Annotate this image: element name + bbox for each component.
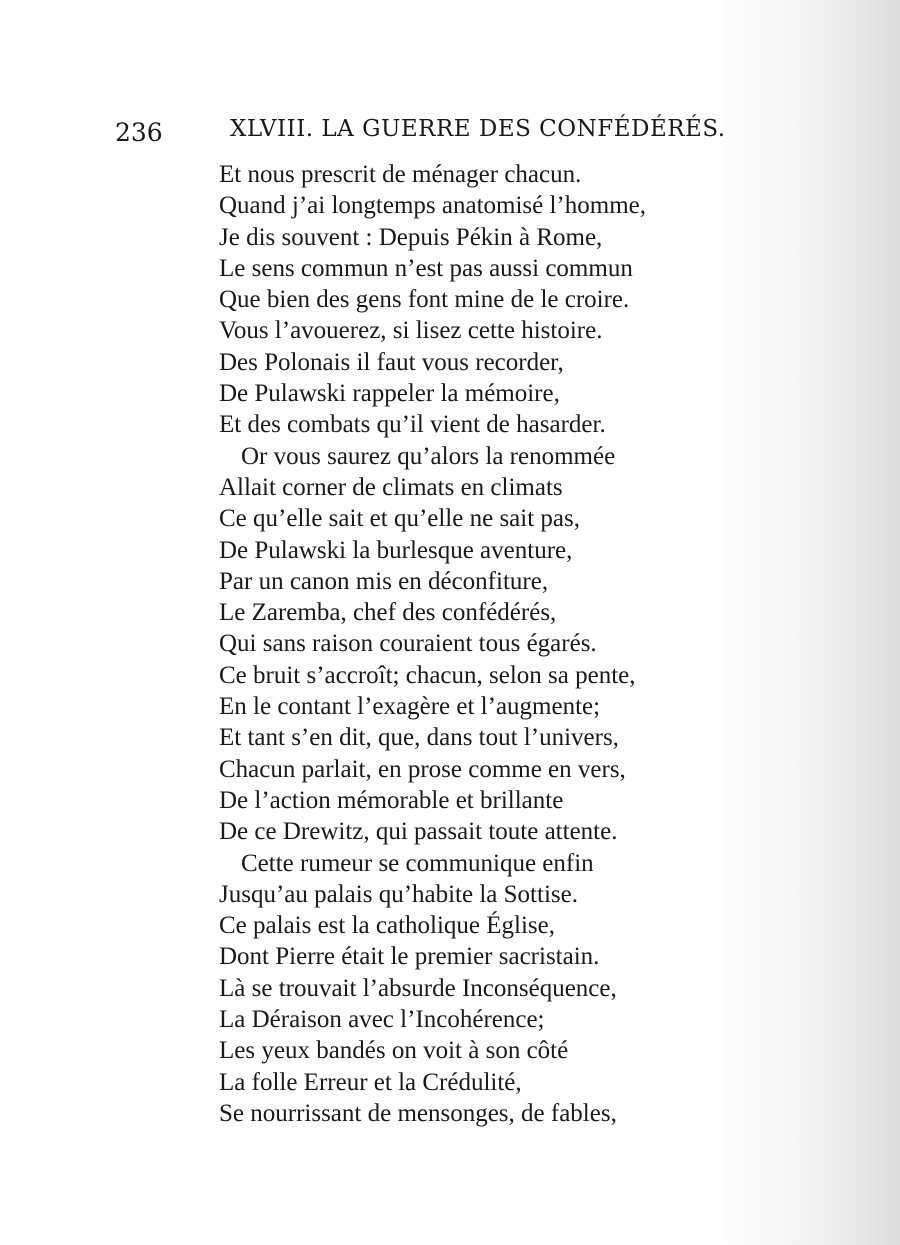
verse-line: Chacun parlait, en prose comme en vers,	[219, 755, 626, 783]
verse-line: Se nourrissant de mensonges, de fables,	[219, 1099, 617, 1127]
verse-line: De ce Drewitz, qui passait toute attente.	[219, 818, 618, 846]
verse-line: Cette rumeur se communique enfin	[241, 849, 594, 877]
verse-line: La Déraison avec l’Incohérence;	[219, 1006, 545, 1034]
verse-line: Ce qu’elle sait et qu’elle ne sait pas,	[219, 505, 580, 533]
verse-line: Ce bruit s’accroît; chacun, selon sa pente,	[219, 661, 636, 689]
verse-line: Le sens commun n’est pas aussi commun	[219, 254, 633, 282]
verse-line: Que bien des gens font mine de le croire.	[219, 286, 630, 314]
page-number: 236	[115, 118, 163, 147]
verse-line: Le Zaremba, chef des confédérés,	[219, 599, 557, 627]
verse-line: En le contant l’exagère et l’augmente;	[219, 693, 601, 721]
verse-line: Et des combats qu’il vient de hasarder.	[219, 411, 606, 439]
running-head: XLVIII. LA GUERRE DES CONFÉDÉRÉS.	[230, 116, 726, 142]
verse-line: Des Polonais il faut vous recorder,	[219, 348, 564, 376]
verse-line: Vous l’avouerez, si lisez cette histoire.	[219, 317, 603, 345]
verse-line: Jusqu’au palais qu’habite la Sottise.	[219, 880, 578, 908]
verse-line: Dont Pierre était le premier sacristain.	[219, 943, 600, 971]
verse-line: La folle Erreur et la Crédulité,	[219, 1068, 522, 1096]
verse-line: Allait corner de climats en climats	[219, 473, 563, 501]
verse-line: Là se trouvait l’absurde Inconséquence,	[219, 974, 617, 1002]
verse-line: De Pulawski rappeler la mémoire,	[219, 380, 560, 408]
verse-line: Et nous prescrit de ménager chacun.	[219, 161, 582, 188]
verse-line: De Pulawski la burlesque aventure,	[219, 536, 573, 564]
verse-line: Quand j’ai longtemps anatomisé l’homme,	[219, 192, 646, 220]
verse-line: Et tant s’en dit, que, dans tout l’univers,	[219, 724, 619, 752]
verse-line: De l’action mémorable et brillante	[219, 786, 564, 814]
verse-line: Qui sans raison couraient tous égarés.	[219, 630, 597, 658]
verse-line: Les yeux bandés on voit à son côté	[219, 1037, 569, 1065]
verse-line: Je dis souvent : Depuis Pékin à Rome,	[219, 223, 603, 251]
verse-line: Or vous saurez qu’alors la renommée	[241, 442, 616, 470]
poem-text	[219, 159, 646, 1129]
verse-line: Par un canon mis en déconfiture,	[219, 567, 549, 595]
verse-line: Ce palais est la catholique Église,	[219, 912, 556, 940]
